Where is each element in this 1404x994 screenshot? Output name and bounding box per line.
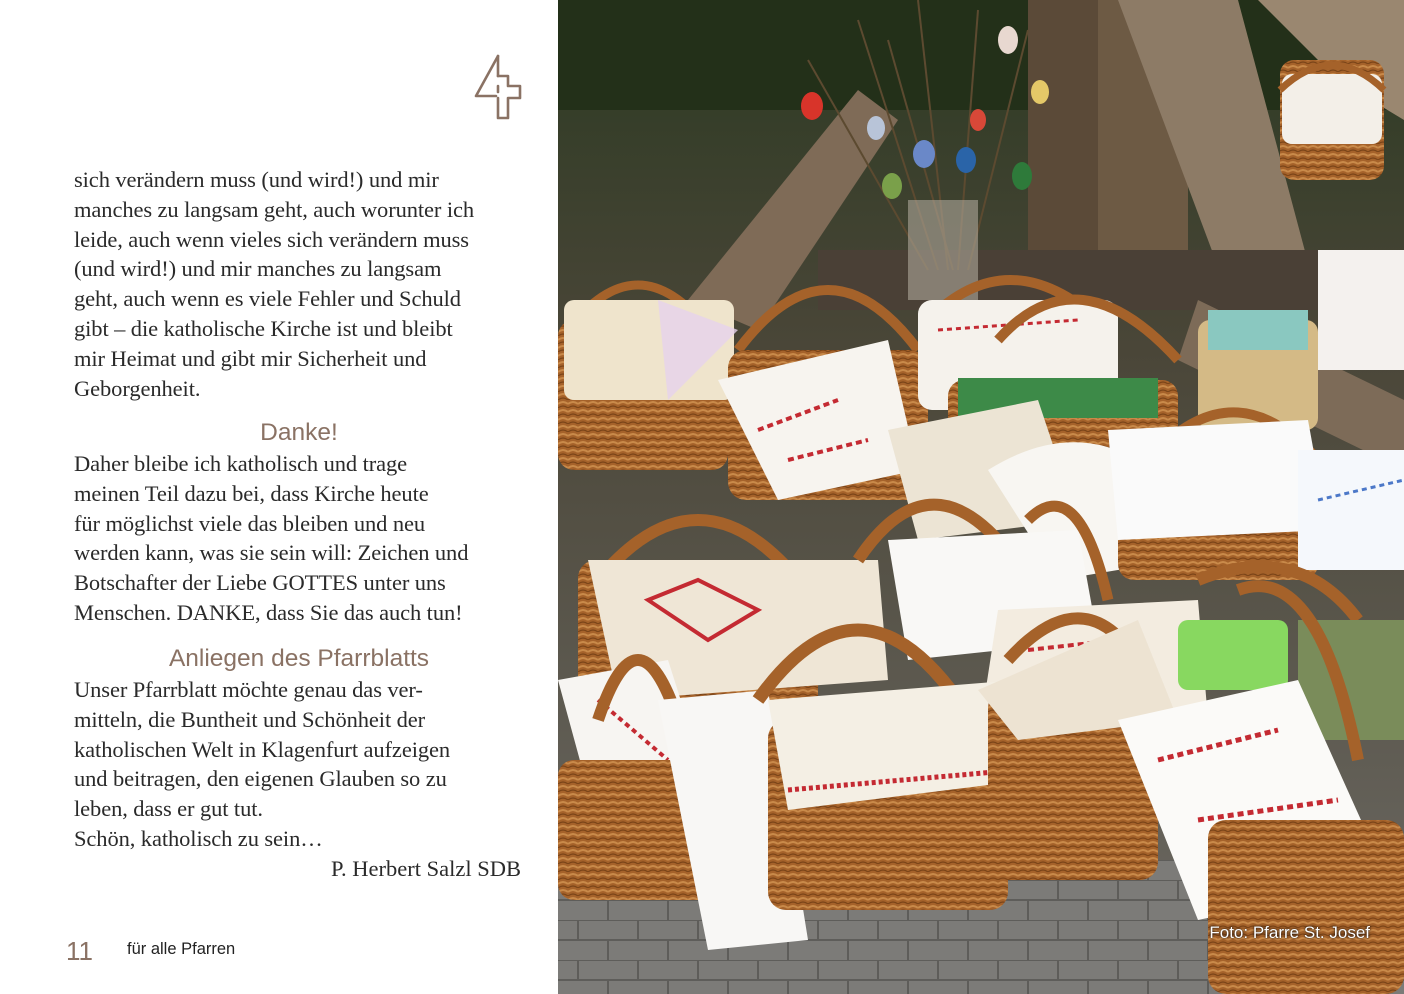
photo-easter-baskets <box>558 0 1404 994</box>
left-page <box>0 0 558 994</box>
cross-four-logo-icon <box>470 52 524 124</box>
paragraph-text: sich verändern muss (und wird!) und mir manches zu langsam geht, auch worunter ich leide, auch wenn vieles sich verändern muss (und wird!) und mir manches zu langsam geht, auch wenn es viele Fehler und Schuld gibt – die katholische Kirche ist und bleibt mir Heimat und gibt mir Sicherheit und Geborgenheit. <box>74 167 475 401</box>
article-paragraph-1 <box>74 165 524 403</box>
closing-line: Schön, katholisch zu sein… <box>74 825 323 851</box>
footer-label: für alle Pfarren <box>127 940 236 958</box>
photo-credit: Foto: Pfarre St. Josef <box>1209 923 1370 942</box>
author-signature: P. Herbert Salzl SDB <box>331 856 521 881</box>
article-paragraph-2 <box>74 449 524 628</box>
section-heading-danke: Danke! <box>260 419 338 446</box>
page-number: 11 <box>66 936 93 966</box>
photo-illustration <box>558 0 1404 994</box>
section-heading-anliegen: Anliegen des Pfarrblatts <box>168 645 430 672</box>
paragraph-text: Daher bleibe ich katholisch und trage meinen Teil dazu bei, dass Kirche heute für möglichst viele das bleiben und neu werden kann, was sie sein will: Zeichen und Botschafter der Liebe GOTTES unter uns Menschen. DANKE, dass Sie das auch tun! <box>74 451 469 625</box>
article-paragraph-3 <box>74 675 524 854</box>
paragraph-text: Unser Pfarrblatt möchte genau das ver- mitteln, die Buntheit und Schönheit der katholischen Welt in Klagenfurt aufzeigen und beitragen, den eigenen Glauben so zu leben, dass er gut tut. <box>74 677 451 822</box>
